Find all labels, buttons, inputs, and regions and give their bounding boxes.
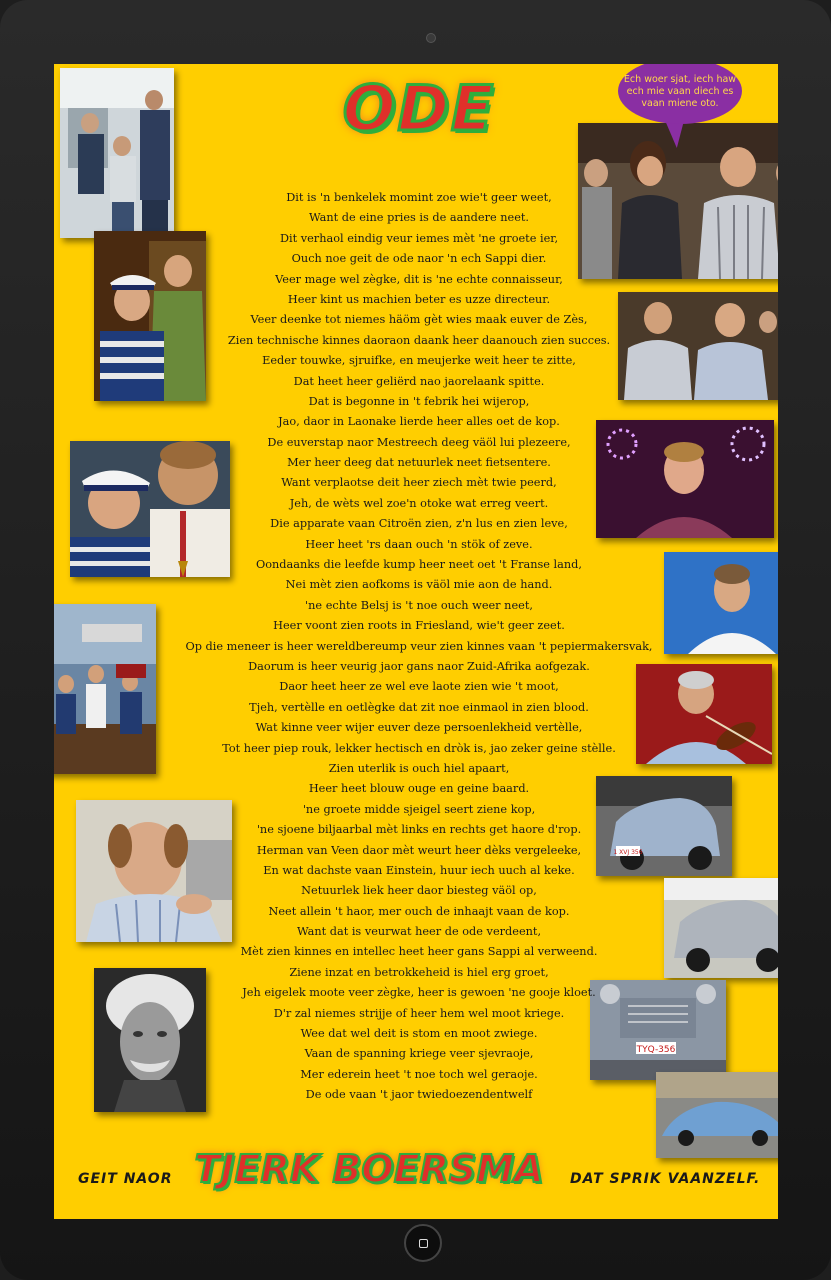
poem-line: Want dat is veurwat heer de ode verdeent, xyxy=(296,925,542,939)
poem-line: Mer heer deeg dat netuurlek neet fietsentere. xyxy=(287,456,551,470)
poem-line: Jeh, de wèts wel zoe'n otoke wat erreg veert. xyxy=(289,496,549,510)
poem-line: En wat dachste vaan Einstein, huur iech uuch al keke. xyxy=(263,863,575,877)
poem-line: Heer heet blouw ouge en geine baard. xyxy=(308,782,530,796)
photo-stage-group-art xyxy=(54,604,156,774)
poem-line: Herman van Veen daor mèt weurt heer dèks vergeleeke, xyxy=(256,843,582,857)
poem-line: Wat kinne veer wijer euver deze persoenlekheid vertèlle, xyxy=(255,721,583,735)
poem-line: Zien technische kinnes daoraon daank heer daanouch zien succes. xyxy=(227,333,611,347)
footer-left-text: GEIT NAOR xyxy=(78,1171,173,1187)
speech-bubble: Ech woer sjat, iech haw ech mie vaan diech es vaan miene oto. xyxy=(618,64,742,124)
poem-line: Eeder touwke, sjruifke, en meujerke weit heer te zitte, xyxy=(262,354,576,368)
poem-line: Dat is begonne in 't febrik hei wijerop, xyxy=(308,394,530,408)
poem-line: Die apparate vaan Citroën zien, z'n lus en zien leve, xyxy=(270,517,568,531)
poem-line: Dat heet heer geliërd nao jaorelaank spitte. xyxy=(293,374,545,388)
poem-text xyxy=(184,188,654,1106)
poem-line: Op die meneer is heer wereldbereump veur zien kinnes vaan 't pepiermakersvak, xyxy=(185,639,653,653)
poem-line: Daor heet heer ze wel eve laote zien wie 't moot, xyxy=(279,680,559,694)
photo-ds-blue xyxy=(656,1072,778,1158)
poem-line: Zien uterlik is ouch hiel apaart, xyxy=(328,761,510,775)
camera-dot xyxy=(426,33,436,43)
license-plate-front-text: TYQ-356 xyxy=(636,1045,676,1055)
poem-line: De ode vaan 't jaor twiedoezendentwelf xyxy=(305,1088,533,1102)
poem-line: Jeh eigelek moote veer zègke, heer is gewoen 'ne gooje kloet. xyxy=(242,986,596,1000)
poem-line: Oondaanks die leefde kump heer neet oet 't Franse land, xyxy=(255,558,583,572)
poster-screen xyxy=(54,64,778,1219)
home-square-icon xyxy=(419,1239,428,1248)
poem-line: Veer deenke tot niemes häöm gèt wies maak euver de Zès, xyxy=(250,313,588,327)
poem-line: 'ne echte Belsj is 't noe ouch weer neet, xyxy=(305,598,533,612)
poem-line: Heer voont zien roots in Friesland, wie't geer zeet. xyxy=(273,619,565,633)
poem-line: Jao, daor in Laonake lierde heer alles oet de kop. xyxy=(278,415,560,429)
author-name: TJERK BOERSMA xyxy=(194,1147,544,1191)
photo-2cv-grey xyxy=(664,878,778,978)
photo-stage-group xyxy=(54,604,156,774)
photo-ds-blue-art xyxy=(656,1072,778,1158)
photo-workshop-art xyxy=(60,68,174,238)
poem-line: Heer heet 'rs daan ouch 'n stök of zeve. xyxy=(305,537,533,551)
poem-line: Nei mèt zien aofkoms is väöl mie aon de hand. xyxy=(285,578,553,592)
poem-line: Wee dat wel deit is stom en moot zwiege. xyxy=(300,1027,538,1041)
poem-line: Tot heer piep rouk, lekker hectisch en dròk is, jao zeker geine stèlle. xyxy=(222,741,616,755)
poem-line: Tjeh, vertèlle en oetlègke dat zit noe einmaol in zien blood. xyxy=(249,700,589,714)
poem-line: Want de eine pries is de aandere neet. xyxy=(308,211,530,225)
photo-man-blue-bg xyxy=(664,552,778,654)
poem-line: 'ne groete midde sjeigel seert ziene kop, xyxy=(302,802,536,816)
home-button[interactable] xyxy=(404,1224,442,1262)
footer-right-text: DAT SPRIK VAANZELF. xyxy=(570,1171,761,1187)
poem-line: Daorum is heer veurig jaor gans naor Zuid-Afrika aofgezak. xyxy=(248,659,590,673)
poem-line: Ziene inzat en betrokkeheid is hiel erg groet, xyxy=(289,965,549,979)
poem-line: Ouch noe geit de ode naor 'n ech Sappi dier. xyxy=(291,252,547,266)
license-plate-text: 1 XVJ 356 xyxy=(613,849,643,856)
poem-line: Want verplaotse deit heer ziech mèt twie peerd, xyxy=(281,476,557,490)
poem-line: Netuurlek liek heer daor biesteg väöl op, xyxy=(301,884,537,898)
poster-title: ODE xyxy=(342,72,496,145)
poem-line: D'r zal niemes strijje of heer hem wel moot kriege. xyxy=(273,1006,565,1020)
photo-violinist xyxy=(636,664,772,764)
poem-line: 'ne sjoene biljaarbal mèt links en rechts get haore d'rop. xyxy=(256,823,582,837)
poem-line: Vaan de spanning kriege veer sjevraoje, xyxy=(304,1047,534,1061)
poem-line: Veer mage wel zègke, dit is 'ne echte connaisseur, xyxy=(275,272,563,286)
poem-line: Dit verhaol eindig veur iemes mèt 'ne groete ier, xyxy=(279,231,559,245)
photo-workshop xyxy=(60,68,174,238)
poem-line: Mer ederein heet 't noe toch wel geraoje. xyxy=(300,1067,538,1081)
photo-violinist-art xyxy=(636,664,772,764)
poem-line: De euverstap naor Mestreech deeg väöl lui plezeere, xyxy=(267,435,571,449)
poem-line: Heer kint us machien beter es uzze directeur. xyxy=(287,292,551,306)
poem-line: Mèt zien kinnes en intellec heet heer gans Sappi al verweend. xyxy=(240,945,598,959)
poem-line: Dit is 'n benkelek momint zoe wie't geer weet, xyxy=(286,191,552,204)
poem-line: Neet allein 't haor, mer ouch de inhaajt vaan de kop. xyxy=(268,904,570,918)
photo-2cv-grey-art xyxy=(664,878,778,978)
photo-man-blue-bg-art xyxy=(664,552,778,654)
